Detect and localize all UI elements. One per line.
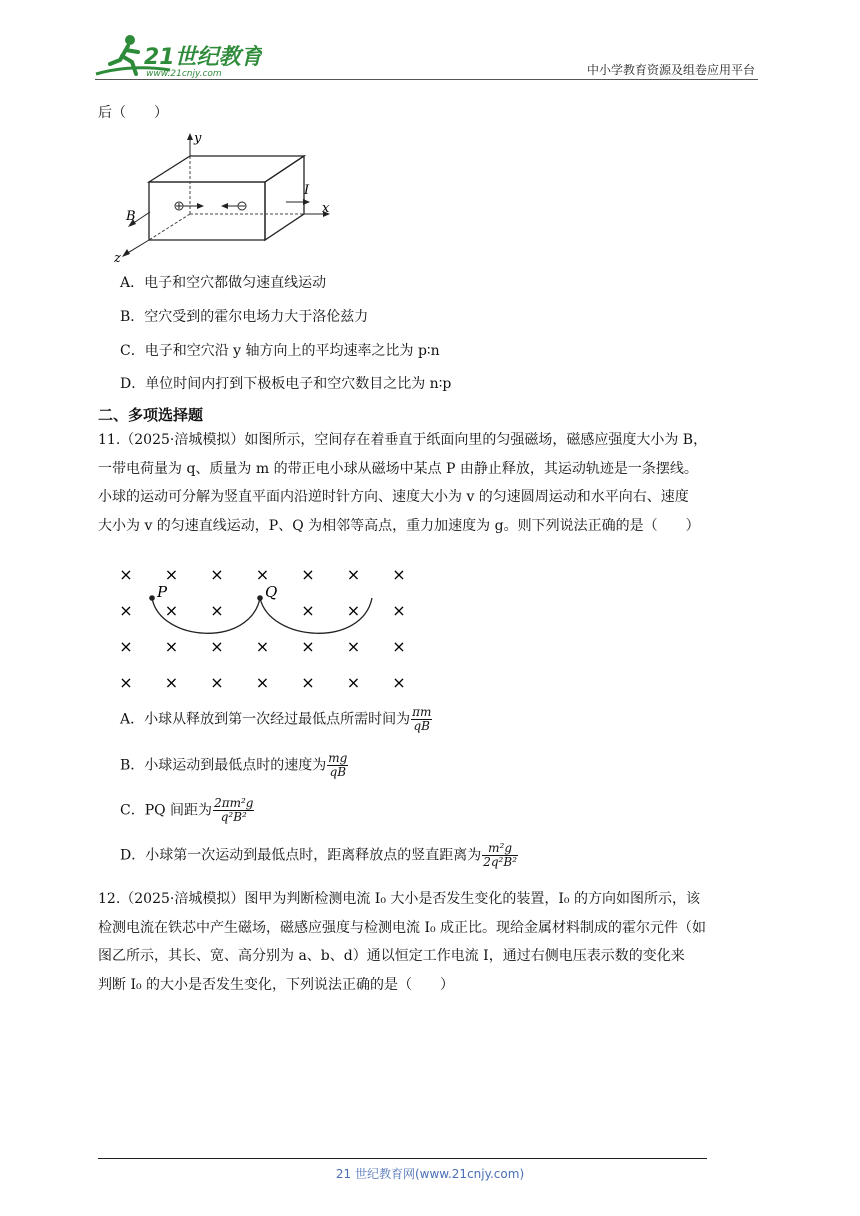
axis-x-label: x: [322, 201, 330, 216]
q11-option-b: [120, 752, 348, 779]
q12-line-1: 12.（2025·涪城模拟）图甲为判断检测电流 I₀ 大小是否发生变化的装置，I₀ 的方向如图所示，该: [98, 891, 700, 907]
field-cross-symbol: ×: [210, 673, 224, 692]
q11-option-d-text: D．小球第一次运动到最低点时，距离释放点的竖直距离为: [120, 847, 482, 864]
section-title: 二、多项选择题: [98, 406, 204, 424]
q11-option-d-den: 2q²B²: [483, 855, 517, 869]
q11-option-d-num: m²g: [482, 842, 518, 856]
footer-divider: [98, 1158, 707, 1159]
q11-option-a-num: πm: [412, 705, 432, 719]
q11-option-a: [120, 706, 432, 733]
field-b-label: B: [126, 209, 136, 224]
q11-option-d: [120, 842, 518, 869]
hall-block-diagram: [110, 130, 350, 269]
field-cross-symbol: ×: [392, 565, 406, 584]
q12-line-4: 判断 I₀ 的大小是否发生变化，下列说法正确的是（ ）: [98, 976, 455, 993]
current-i-label: I: [304, 183, 310, 198]
field-cross-symbol: ×: [301, 637, 315, 656]
field-cross-symbol: ×: [119, 673, 133, 692]
q11-option-b-num: mg: [328, 751, 348, 765]
q11-option-c: [120, 797, 254, 824]
field-cross-symbol: ×: [392, 601, 406, 620]
field-cross-symbol: ×: [255, 637, 270, 656]
field-cross-symbol: ×: [210, 637, 224, 656]
q10-tail: 后（ ）: [98, 105, 168, 121]
field-cross-symbol: ×: [164, 673, 179, 692]
cycloid-diagram: [110, 560, 420, 699]
field-cross-symbol: ×: [301, 601, 315, 620]
field-cross-symbol: ×: [301, 565, 315, 584]
point-p-label: P: [157, 583, 168, 601]
q10-option-d: D．单位时间内打到下极板电子和空穴数目之比为 n∶p: [120, 376, 452, 392]
q11-line-1: 11.（2025·涪城模拟）如图所示，空间存在着垂直于纸面向里的匀强磁场，磁感应强度大小为 B，: [98, 432, 708, 448]
q11-option-c-num: 2πm²g: [214, 796, 254, 810]
q11-line-4: 大小为 v 的匀速直线运动，P、Q 为相邻等高点，重力加速度为 g。则下列说法正确的是（ ）: [98, 517, 700, 534]
q11-option-c-text: C．PQ 间距为: [120, 802, 213, 819]
field-cross-symbol: ×: [119, 637, 133, 656]
field-cross-symbol: ×: [119, 601, 133, 620]
footer-text: 21 世纪教育网(www.21cnjy.com): [335, 1167, 525, 1181]
q12-line-3: 图乙所示，其长、宽、高分别为 a、b、d）通以恒定工作电流 I，通过右侧电压表示数的变化来: [98, 948, 685, 964]
q11-option-a-text: A．小球从释放到第一次经过最低点所需时间为: [120, 711, 411, 728]
q11-option-b-text: B．小球运动到最低点时的速度为: [120, 757, 327, 774]
q12-line-2: 检测电流在铁芯中产生磁场，磁感应强度与检测电流 I₀ 成正比。现给金属材料制成的霍尔元件（如: [98, 919, 707, 936]
field-cross-symbol: ×: [255, 673, 270, 692]
field-cross-symbol: ×: [392, 637, 406, 656]
field-cross-symbol: ×: [164, 637, 179, 656]
platform-name: 中小学教育资源及组卷应用平台: [586, 63, 755, 77]
field-cross-symbol: ×: [346, 673, 361, 692]
q10-option-a: A．电子和空穴都做匀速直线运动: [120, 275, 327, 291]
field-cross-symbol: ×: [301, 673, 315, 692]
header-divider: [95, 79, 758, 80]
point-q-label: Q: [265, 583, 278, 601]
axis-z-label: z: [114, 251, 121, 265]
q11-option-b-den: qB: [329, 765, 347, 779]
q12-stem: [98, 885, 763, 999]
field-cross-symbol: ×: [346, 637, 361, 656]
q10-option-c: C．电子和空穴沿 y 轴方向上的平均速率之比为 p∶n: [120, 343, 440, 359]
field-cross-symbol: ×: [210, 601, 224, 620]
field-cross-symbol: ×: [164, 601, 179, 620]
logo-url: www.21cnjy.com: [146, 69, 222, 79]
q11-option-a-den: qB: [413, 719, 430, 733]
field-cross-symbol: ×: [164, 565, 179, 584]
site-logo: [92, 30, 262, 82]
q11-option-c-den: q²B²: [220, 810, 247, 824]
field-cross-symbol: ×: [346, 601, 361, 620]
field-cross-symbol: ×: [255, 565, 270, 584]
field-cross-symbol: ×: [119, 565, 133, 584]
q10-option-b: B．空穴受到的霍尔电场力大于洛伦兹力: [120, 309, 369, 325]
logo-text: 21世纪教育: [144, 45, 262, 70]
field-cross-symbol: ×: [392, 673, 406, 692]
q11-line-2: 一带电荷量为 q、质量为 m 的带正电小球从磁场中某点 P 由静止释放，其运动轨迹是一条摆线。: [98, 460, 698, 477]
axis-y-label: y: [194, 131, 202, 146]
q11-stem: [98, 426, 763, 540]
field-cross-symbol: ×: [346, 565, 361, 584]
field-cross-symbol: ×: [210, 565, 224, 584]
q11-line-3: 小球的运动可分解为竖直平面内沿逆时针方向、速度大小为 v 的匀速圆周运动和水平向右、速度: [98, 489, 689, 505]
